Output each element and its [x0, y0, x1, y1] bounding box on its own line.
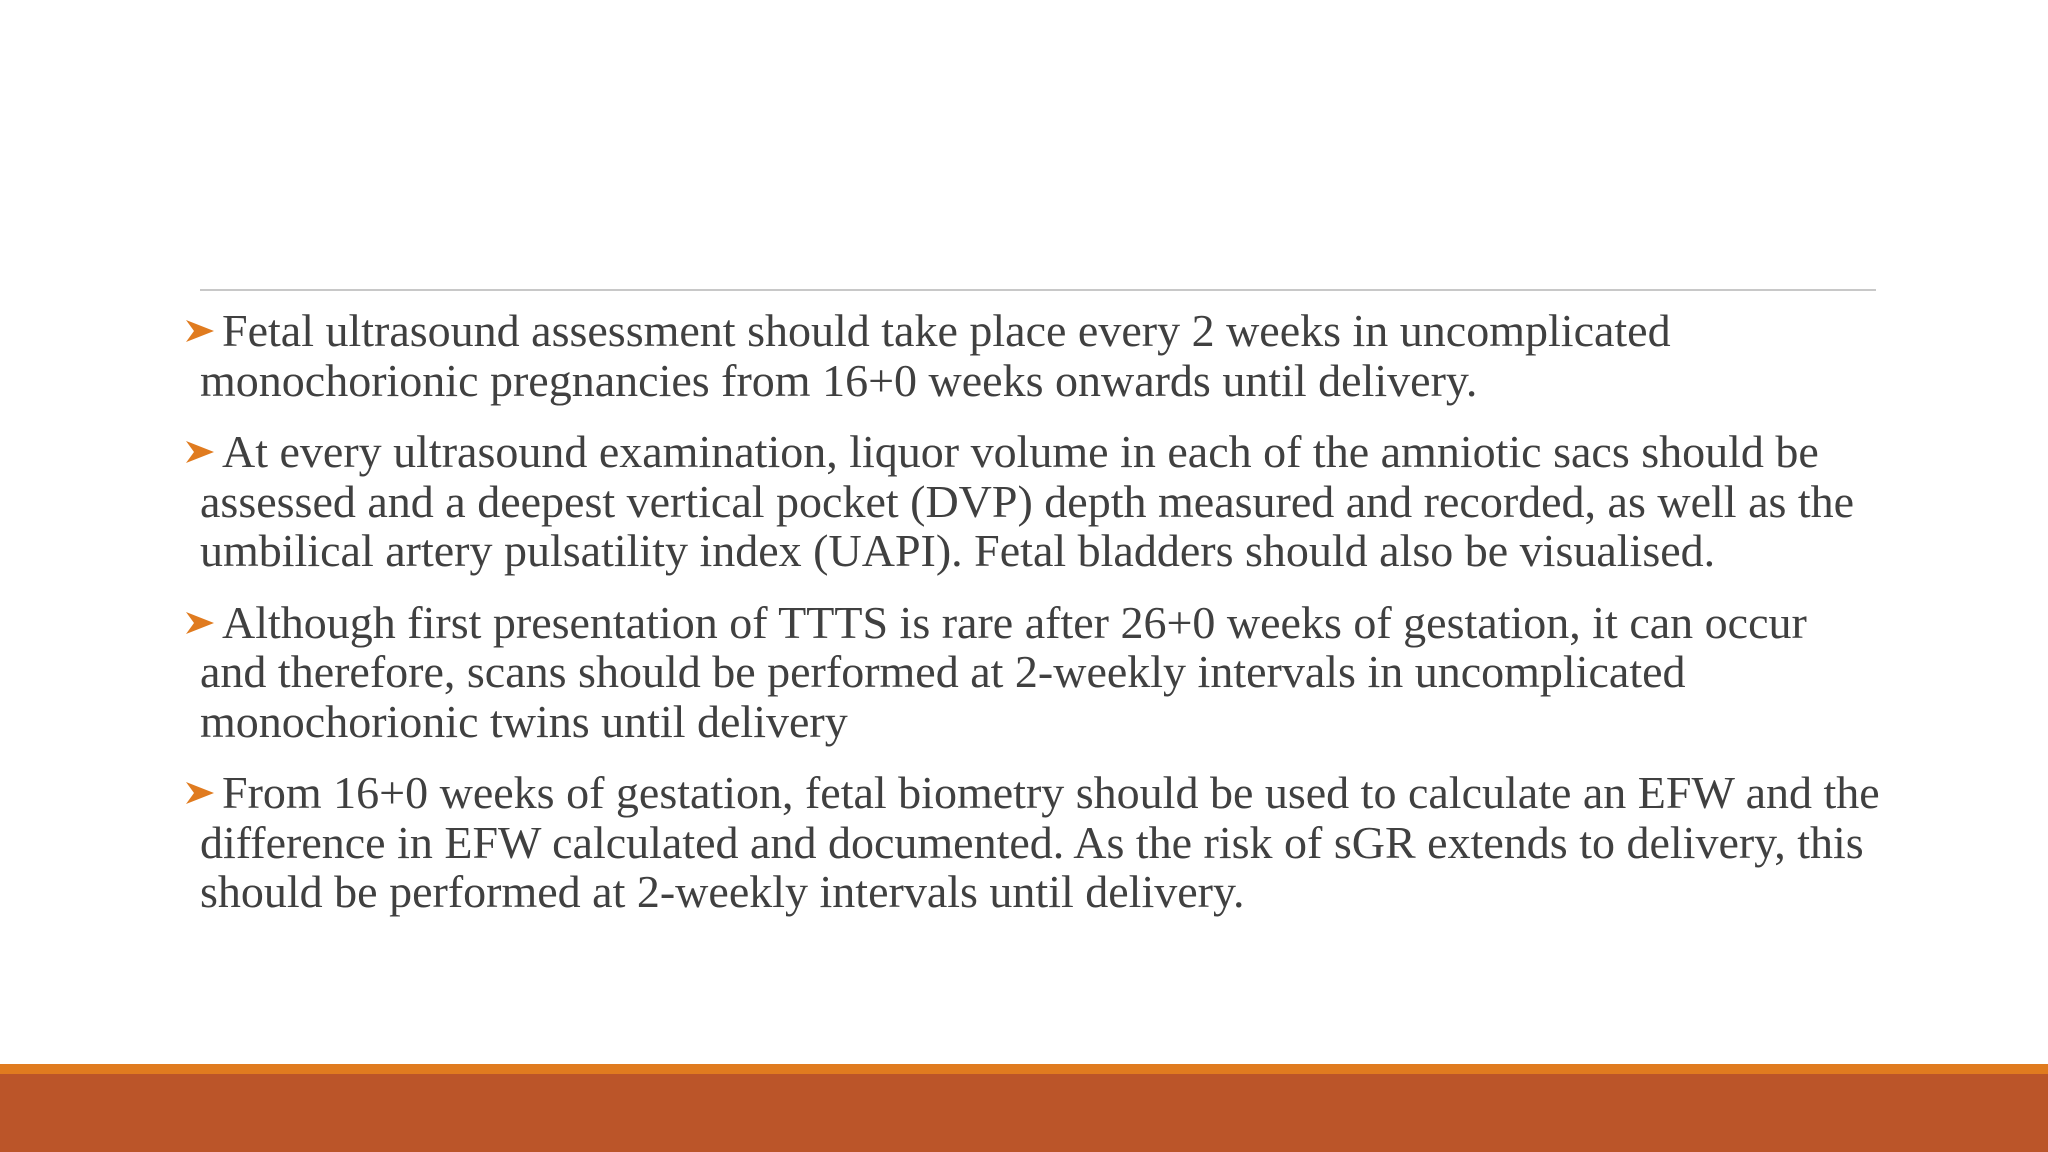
- bullet-list: [184, 306, 1884, 939]
- bullet-item: [184, 598, 1884, 747]
- bullet-text: From 16+0 weeks of gestation, fetal biometry should be used to calculate an EFW and the difference in EFW calculated and documented. As the risk of sGR extends to delivery, this should be performed at 2-weekly intervals until delivery.: [200, 767, 1880, 917]
- bullet-item: [184, 768, 1884, 917]
- bullet-item: [184, 306, 1884, 405]
- footer-band: [0, 1074, 2048, 1152]
- bullet-text: At every ultrasound examination, liquor volume in each of the amniotic sacs should be assessed and a deepest vertical pocket (DVP) depth measured and recorded, as well as the umbilical artery pulsatility index (UAPI). Fetal bladders should also be visualised.: [200, 426, 1855, 576]
- bullet-text: Fetal ultrasound assessment should take place every 2 weeks in uncomplicated monochorionic pregnancies from 16+0 weeks onwards until delivery.: [200, 305, 1671, 406]
- arrowhead-bullet-icon: [184, 440, 216, 464]
- title-divider: [200, 289, 1876, 291]
- arrowhead-bullet-icon: [184, 781, 216, 805]
- arrowhead-bullet-icon: [184, 611, 216, 635]
- arrowhead-bullet-icon: [184, 319, 216, 343]
- bullet-text: Although first presentation of TTTS is rare after 26+0 weeks of gestation, it can occur and therefore, scans should be performed at 2-weekly intervals in uncomplicated monochorionic twins until delivery: [200, 596, 1807, 747]
- bullet-item: [184, 427, 1884, 576]
- footer-accent-stripe: [0, 1064, 2048, 1074]
